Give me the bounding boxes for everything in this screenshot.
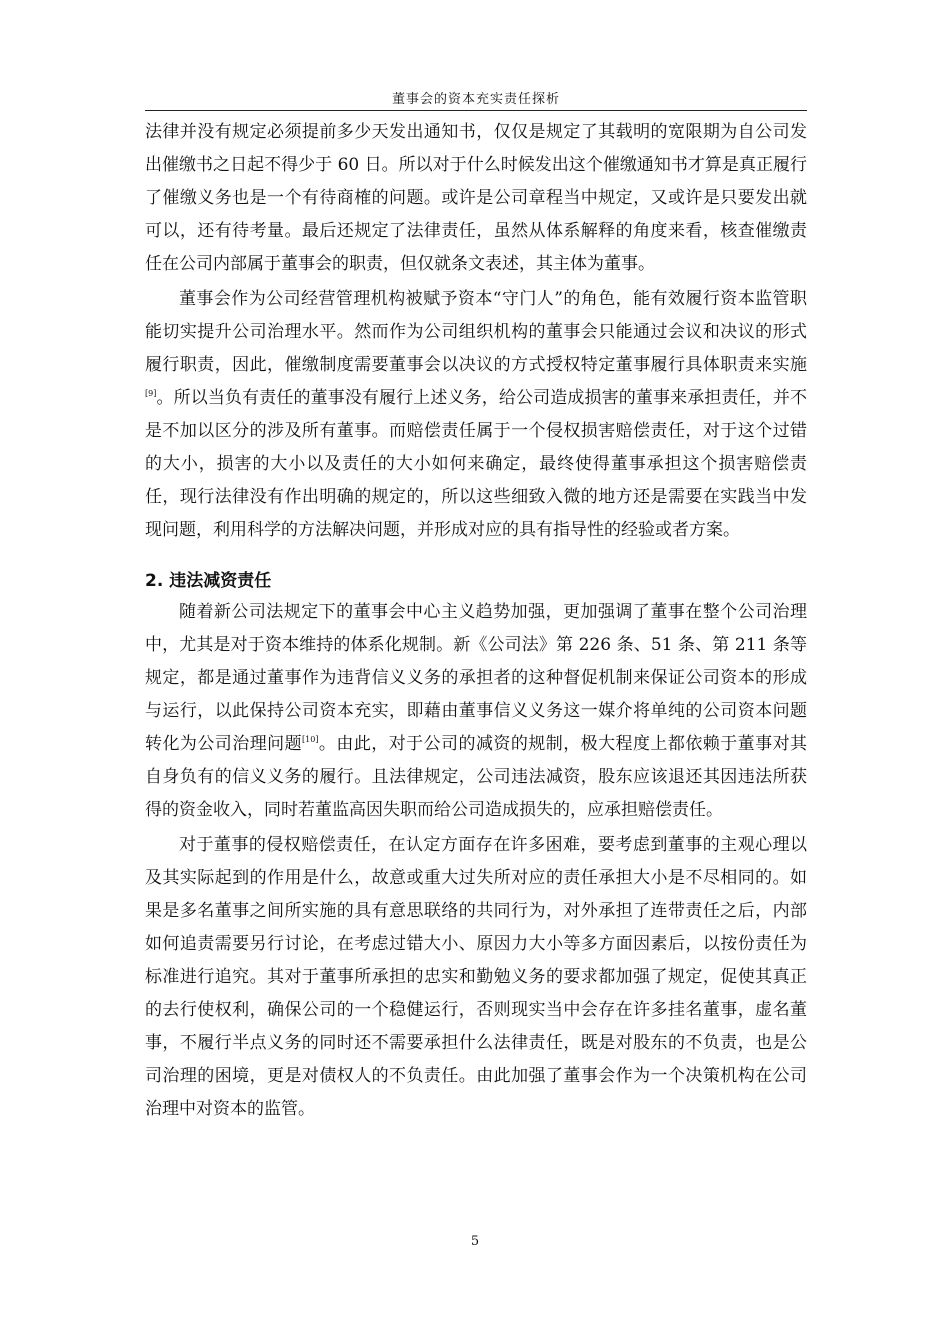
page-body: [145, 116, 807, 1126]
paragraph-text-part: 随着新公司法规定下的董事会中心主义趋势加强，更加强调了董事在整个公司治理中，尤其是对于资本维持的体系化规制。新《公司法》第 226 条、51 条、第 211 条等规定，都是通过董事作为违背信义义务的承担者的这种督促机制来保证公司资本的形成与运行，以此保持公司资本充实，即藉由董事信义义务这一媒介将单纯的公司资本问题转化为公司治理问题: [145, 602, 807, 754]
paragraph-board-centrism: [145, 596, 807, 827]
paragraph-text-part: 。由此，对于公司的减资的规制，极大程度上都依赖于董事对其自身负有的信义义务的履行。且法律规定，公司违法减资，股东应该退还其因违法所获得的资金收入，同时若董监高因失职而给公司造成损失的，应承担赔偿责任。: [145, 734, 808, 820]
paragraph-continued: 法律并没有规定必须提前多少天发出通知书，仅仅是规定了其载明的宽限期为自公司发出催缴书之日起不得少于 60 日。所以对于什么时候发出这个催缴通知书才算是真正履行了催缴义务也是一个有待商榷的问题。或许是公司章程当中规定，又或许是只要发出就可以，还有待考量。最后还规定了法律责任，虽然从体系解释的角度来看，核查催缴责任在公司内部属于董事会的职责，但仅就条文表述，其主体为董事。: [145, 122, 807, 274]
running-header-title: 董事会的资本充实责任探析: [391, 92, 560, 107]
citation-ref-9: [9]: [145, 389, 157, 398]
paragraph-board-gatekeeper: [145, 283, 807, 547]
header-divider: [145, 110, 807, 111]
citation-ref-10: [10]: [302, 735, 319, 744]
section-heading-illegal-capital-reduction: 2. 违法减资责任: [145, 571, 272, 591]
paragraph-tort-liability: 对于董事的侵权赔偿责任，在认定方面存在许多困难，要考虑到董事的主观心理以及其实际起到的作用是什么，故意或重大过失所对应的责任承担大小是不尽相同的。如果是多名董事之间所实施的具有意思联络的共同行为，对外承担了连带责任之后，内部如何追责需要另行讨论，在考虑过错大小、原因力大小等多方面因素后，以按份责任为标准进行追究。其对于董事所承担的忠实和勤勉义务的要求都加强了规定，促使其真正的去行使权利，确保公司的一个稳健运行，否则现实当中会存在许多挂名董事，虚名董事，不履行半点义务的同时还不需要承担什么法律责任，既是对股东的不负责，也是公司治理的困境，更是对债权人的不负责任。由此加强了董事会作为一个决策机构在公司治理中对资本的监管。: [145, 835, 807, 1119]
paragraph-text-part: 。所以当负有责任的董事没有履行上述义务，给公司造成损害的董事来承担责任，并不是不加以区分的涉及所有董事。而赔偿责任属于一个侵权损害赔偿责任，对于这个过错的大小，损害的大小以及责任的大小如何来确定，最终使得董事承担这个损害赔偿责任，现行法律没有作出明确的规定的，所以这些细致入微的地方还是需要在实践当中发现问题，利用科学的方法解决问题，并形成对应的具有指导性的经验或者方案。: [145, 388, 807, 540]
page-number: 5: [470, 1234, 480, 1249]
paragraph-text-part: 董事会作为公司经营管理机构被赋予资本“守门人”的角色，能有效履行资本监管职能切实提升公司治理水平。然而作为公司组织机构的董事会只能通过会议和决议的形式履行职责，因此，催缴制度需要董事会以决议的方式授权特定董事履行具体职责来实施: [145, 289, 807, 375]
